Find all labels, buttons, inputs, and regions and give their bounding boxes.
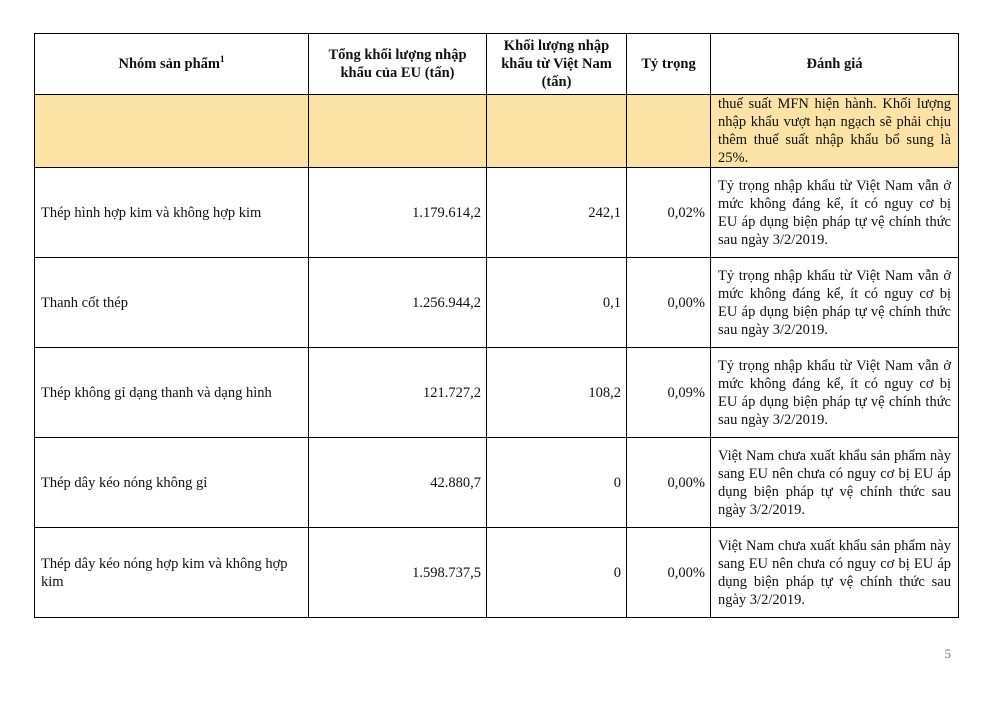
cell-empty <box>627 95 711 168</box>
cell-vn-import: 0 <box>487 528 627 618</box>
page-number: 5 <box>944 646 951 661</box>
cell-vn-import: 242,1 <box>487 168 627 258</box>
cell-assessment: Tỷ trọng nhập khẩu từ Việt Nam vẫn ở mức không đáng kể, ít có nguy cơ bị EU áp dụng biện pháp tự vệ chính thức sau ngày 3/2/2019. <box>711 168 959 258</box>
cell-share: 0,09% <box>627 348 711 438</box>
cell-assessment: Việt Nam chưa xuất khẩu sản phẩm này sang EU nên chưa có nguy cơ bị EU áp dụng biện pháp tự vệ chính thức sau ngày 3/2/2019. <box>711 528 959 618</box>
table-row <box>35 258 959 348</box>
header-eu-total: Tổng khối lượng nhập khẩu của EU (tấn) <box>309 34 487 95</box>
cell-vn-import: 108,2 <box>487 348 627 438</box>
cell-share: 0,00% <box>627 258 711 348</box>
table-row <box>35 438 959 528</box>
cell-eu-total: 1.256.944,2 <box>309 258 487 348</box>
cell-eu-total: 1.598.737,5 <box>309 528 487 618</box>
cell-eu-total: 121.727,2 <box>309 348 487 438</box>
cell-empty <box>309 95 487 168</box>
cell-empty <box>487 95 627 168</box>
header-vn-import: Khối lượng nhập khẩu từ Việt Nam (tấn) <box>487 34 627 95</box>
cell-vn-import: 0,1 <box>487 258 627 348</box>
footnote-mark: 1 <box>220 54 225 65</box>
cell-assessment: Tỷ trọng nhập khẩu từ Việt Nam vẫn ở mức không đáng kể, ít có nguy cơ bị EU áp dụng biện pháp tự vệ chính thức sau ngày 3/2/2019. <box>711 348 959 438</box>
cell-empty <box>35 95 309 168</box>
header-row <box>35 34 959 95</box>
cell-assessment: thuế suất MFN hiện hành. Khối lượng nhập khẩu vượt hạn ngạch sẽ phải chịu thêm thuế suất nhập khẩu bổ sung là 25%. <box>711 95 959 168</box>
header-assessment: Đánh giá <box>711 34 959 95</box>
steel-import-table <box>34 33 959 618</box>
header-product-group: Nhóm sản phẩm$^1$ <box>35 34 309 95</box>
table-row <box>35 528 959 618</box>
cell-product: Thanh cốt thép <box>35 258 309 348</box>
continuation-row <box>35 95 959 168</box>
cell-product: Thép dây kéo nóng hợp kim và không hợp kim <box>35 528 309 618</box>
cell-eu-total: 42.880,7 <box>309 438 487 528</box>
cell-product: Thép hình hợp kim và không hợp kim <box>35 168 309 258</box>
table-row <box>35 168 959 258</box>
cell-share: 0,00% <box>627 528 711 618</box>
cell-product: Thép không gỉ dạng thanh và dạng hình <box>35 348 309 438</box>
cell-assessment: Tỷ trọng nhập khẩu từ Việt Nam vẫn ở mức không đáng kể, ít có nguy cơ bị EU áp dụng biện pháp tự vệ chính thức sau ngày 3/2/2019. <box>711 258 959 348</box>
cell-share: 0,00% <box>627 438 711 528</box>
table-row <box>35 348 959 438</box>
cell-product: Thép dây kéo nóng không gỉ <box>35 438 309 528</box>
header-share: Tỷ trọng <box>627 34 711 95</box>
cell-assessment: Việt Nam chưa xuất khẩu sản phẩm này sang EU nên chưa có nguy cơ bị EU áp dụng biện pháp tự vệ chính thức sau ngày 3/2/2019. <box>711 438 959 528</box>
cell-vn-import: 0 <box>487 438 627 528</box>
cell-share: 0,02% <box>627 168 711 258</box>
cell-eu-total: 1.179.614,2 <box>309 168 487 258</box>
